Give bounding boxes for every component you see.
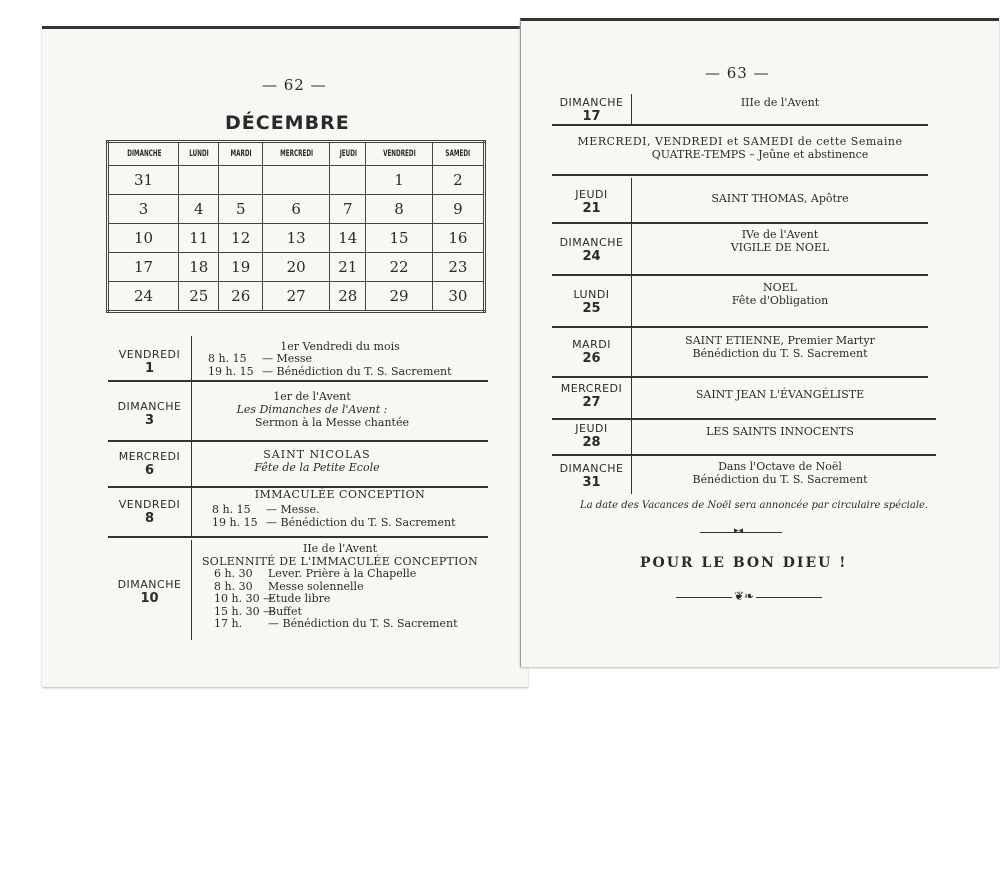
day-number: 17 [582,109,601,124]
entry-description [632,420,928,459]
day-number: 10 [140,591,159,606]
entry-line: SAINT ETIENNE, Premier Martyr [685,334,875,347]
entry-line: 1er Vendredi du mois [280,340,400,353]
entry-schedule [192,568,488,631]
entry-description [632,276,928,331]
day-number: 26 [582,351,601,366]
day-cell [108,488,192,536]
day-number: 24 [582,249,601,264]
cal-cell: 18 [179,253,219,282]
day-cell [552,178,632,222]
day-name: DIMANCHE [559,236,624,249]
cal-header: LUNDI [182,142,215,166]
entry-line: IVe de l'Avent [741,228,819,241]
day-number: 28 [582,435,601,450]
day-name: DIMANCHE [559,462,624,475]
ornament-icon: ▸◂ [734,526,744,536]
cal-cell: 6 [263,195,330,224]
schedule-entry [108,442,488,488]
schedule-entry [552,378,936,420]
entry-schedule [192,353,488,378]
day-name: VENDREDI [118,348,181,361]
day-cell [552,378,632,418]
cal-header: VENDREDI [372,142,427,166]
schedule-entry [552,420,936,456]
entry-line: Sermon à la Messe chantée [255,416,409,429]
entry-description [632,94,928,126]
cal-cell [263,166,330,195]
right-page-number: — 63 — [705,64,770,82]
schedule-row: 19 h. 15 — Bénédiction du T. S. Sacrement [212,515,456,529]
cal-cell: 13 [263,224,330,253]
entry-line: IIe de l'Avent [302,542,377,555]
day-number: 31 [582,475,601,490]
cal-cell: 22 [366,253,433,282]
entry-line: SAINT JEAN L'ÉVANGÉLISTE [695,388,865,401]
day-number: 25 [582,301,601,316]
cal-cell: 5 [219,195,263,224]
entry-description [192,540,488,642]
entry-line: VIGILE DE NOEL [730,241,830,254]
entry-description [192,382,432,448]
day-cell [108,442,192,486]
schedule-entry [108,382,488,442]
schedule-entry [552,328,928,378]
day-number: 3 [144,413,155,428]
day-number: 8 [144,511,155,526]
day-cell [108,336,192,380]
entry-schedule [192,501,488,529]
entry-line: IIIe de l'Avent [740,96,820,109]
cal-cell: 16 [432,224,484,253]
day-cell [552,276,632,326]
day-cell [552,456,632,494]
schedule-row: 17 h. — Bénédiction du T. S. Sacrement [214,617,458,630]
day-number: 1 [144,361,155,376]
cal-cell: 4 [179,195,219,224]
entry-description [632,328,928,382]
entry-line: Bénédiction du T. S. Sacrement [692,347,868,360]
cal-cell [330,166,366,195]
day-cell [108,540,192,640]
day-cell [108,382,192,440]
day-number: 27 [582,395,601,410]
schedule-entry [108,540,488,640]
cal-cell: 23 [432,253,484,282]
day-name: DIMANCHE [559,96,624,109]
schedule-entry [552,94,928,126]
schedule-row: 8 h. 15 — Messe. [212,503,320,516]
schedule-entry [108,336,488,382]
cal-cell: 7 [330,195,366,224]
entry-line: NOEL [763,281,797,294]
entry-line: Bénédiction du T. S. Sacrement [692,473,868,486]
entry-description [192,336,488,384]
cal-cell: 24 [108,282,179,312]
cal-header: MARDI [223,142,259,166]
schedule-entry [552,224,928,276]
entry-line: Les Dimanches de l'Avent : [236,403,388,416]
entry-line: SAINT THOMAS, Apôtre [711,192,849,205]
cal-cell: 28 [330,282,366,312]
schedule-entry [108,488,488,538]
day-name: JEUDI [575,422,608,435]
cal-cell: 19 [219,253,263,282]
day-cell [552,420,632,454]
day-cell [552,224,632,274]
day-name: MARDI [572,338,611,351]
cal-cell: 21 [330,253,366,282]
day-name: LUNDI [573,288,610,301]
entry-description [192,488,488,536]
cal-cell: 15 [366,224,433,253]
cal-cell: 30 [432,282,484,312]
entry-line: Fête d'Obligation [731,294,829,307]
cal-cell: 31 [108,166,179,195]
cal-cell: 3 [108,195,179,224]
schedule-row: 8 h. 15 — Messe [208,352,313,365]
day-cell [552,328,632,376]
day-name: VENDREDI [118,498,181,511]
entry-description [552,126,928,183]
day-name: DIMANCHE [117,400,182,413]
entry-description [632,456,928,498]
cal-cell: 11 [179,224,219,253]
cal-cell: 25 [179,282,219,312]
cal-cell [219,166,263,195]
day-cell [552,94,632,124]
entry-description [192,442,442,492]
cal-header: JEUDI [333,142,363,166]
cal-cell [179,166,219,195]
cal-cell: 2 [432,166,484,195]
entry-line: SAINT NICOLAS [263,448,371,461]
cal-cell: 20 [263,253,330,282]
day-name: MERCREDI [560,382,623,395]
cal-cell: 29 [366,282,433,312]
calendar-grid [106,140,486,313]
month-title: DÉCEMBRE [225,112,350,134]
cal-cell: 1 [366,166,433,195]
schedule-row: 8 h. 30 Messe solennelle [214,579,364,593]
cal-header: DIMANCHE [114,142,172,166]
vacation-note: La date des Vacances de Noël sera annoncée par circulaire spéciale. [580,500,929,511]
schedule-row: 19 h. 15 — Bénédiction du T. S. Sacrement [208,364,452,378]
entry-line: IMMACULÉE CONCEPTION [254,488,426,501]
cal-cell: 12 [219,224,263,253]
cal-cell: 8 [366,195,433,224]
entry-description [632,224,928,278]
schedule-entry [552,276,928,328]
schedule-row: 10 h. 30 —Etude libre [214,592,331,605]
closing-line: POUR LE BON DIEU ! [640,555,848,571]
cal-cell: 26 [219,282,263,312]
day-number: 21 [582,201,601,216]
entry-line: MERCREDI, VENDREDI et SAMEDI de cette Semaine [577,135,903,148]
entry-line: QUATRE-TEMPS – Jeûne et abstinence [651,148,869,161]
day-name: JEUDI [575,188,608,201]
day-name: DIMANCHE [117,578,182,591]
entry-line: SOLENNITÉ DE L'IMMACULÉE CONCEPTION [201,555,479,568]
entry-line: LES SAINTS INNOCENTS [706,425,854,438]
day-number: 6 [144,463,155,478]
left-page-number: — 62 — [262,76,327,94]
schedule-entry [552,456,936,494]
schedule-row: 6 h. 30 Lever. Prière à la Chapelle [214,567,417,580]
cal-cell: 27 [263,282,330,312]
schedule-entry [552,126,928,176]
entry-line: Fête de la Petite Ecole [254,461,380,474]
day-name: MERCREDI [118,450,181,463]
schedule-entry [552,178,928,224]
entry-line: Dans l'Octave de Noël [718,460,842,473]
flourish-icon: ❦❧ [734,589,755,603]
cal-header: MERCREDI [269,142,324,166]
cal-cell: 17 [108,253,179,282]
schedule-row: 15 h. 30 —Buffet [214,604,302,618]
cal-header: SAMEDI [437,142,480,166]
cal-cell: 14 [330,224,366,253]
cal-cell: 9 [432,195,484,224]
cal-cell: 10 [108,224,179,253]
entry-line: 1er de l'Avent [273,390,351,403]
